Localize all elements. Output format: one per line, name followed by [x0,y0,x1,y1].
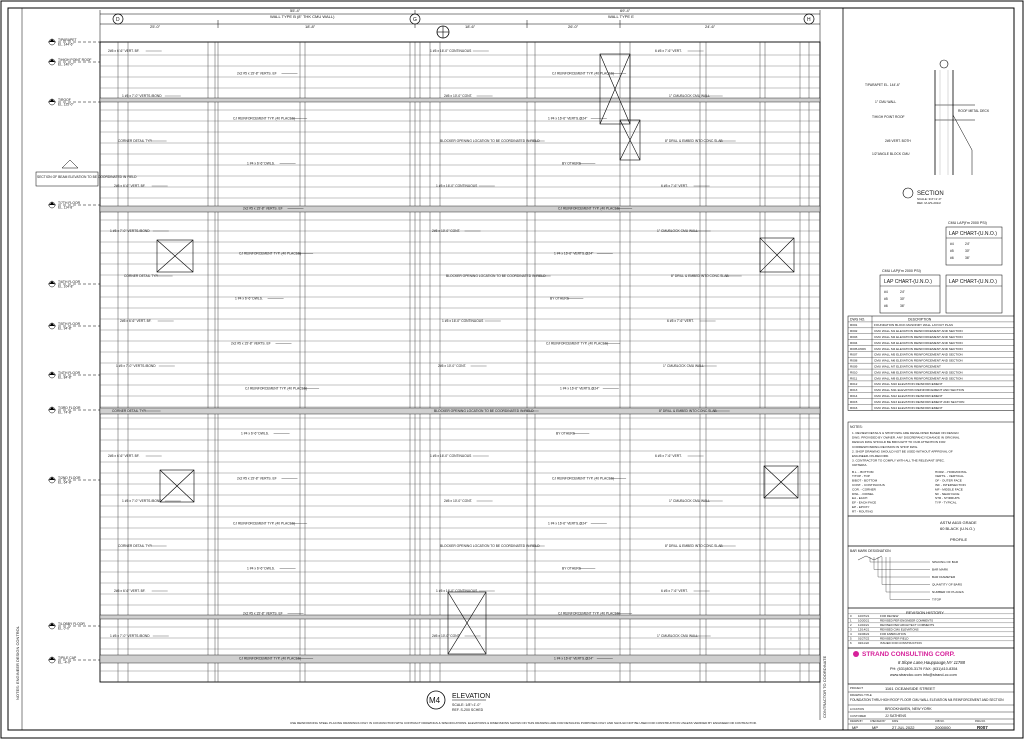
svg-text:PH: (631)805-3179 FAX: (631: PH: (631)805-3179 FAX: (631)410-8354 [890,667,958,671]
wall-type-b-label: WALL TYPE B (8" THK CMU WALL) [270,14,335,19]
note-line: DESIGN DWG SHOULD BE BROUGHT TO OUR ATTENTION FOR [852,440,946,445]
reinf-callout: 1 #4 x 6'-6" DWLS. [241,431,269,436]
svg-text:ROOF METAL DECK: ROOF METAL DECK [958,109,990,113]
bar-mark-legend [848,546,1014,608]
level-name: T/5TH FLOOR [58,322,81,326]
table-cell: CMU WALL M6 ELEVATION REINFORCEMENT AND SECTION [874,358,963,363]
side-label-right [820,640,827,720]
table-cell: R015 [850,399,858,404]
reinf-callout: 1'' CMUBLOCK CMU WALL [657,229,698,233]
table-cell: R007 [850,352,858,357]
reinf-callout: 1 #4 x 16'-6" VERTS.@24" [560,386,600,391]
svg-text:ASTM A615 GRADE: ASTM A615 GRADE [940,520,977,525]
level-elevation: EL. 84'-8" [58,375,72,380]
note-line: 2. SHOP DRAWING SHOULD NOT BE USED WITHOUT APPROVAL OF [852,449,953,454]
reinf-callout: 1 #5 x 16'-0" CONTINUOUS [436,184,478,188]
table-cell: CMU WALL M10 ELEVATION REINFORCEMENT [874,382,943,387]
reinf-callout: CORNER DETAIL TYP. [118,544,153,548]
revision-date: 02/11/22 [858,641,870,645]
reinf-callout: 1 #5 x 16'-0" CONTINUOUS [436,589,478,593]
reinf-callout: 1'' CMUBLOCK CMU WALL [657,634,698,638]
reinf-callout: 2#5 x 6'-6" VERT. BF. [114,184,146,188]
table-cell: CMU WALL M3 ELEVATION REINFORCEMENT AND SECTION [874,340,963,345]
svg-text:CMU LAP(f'm 2000 PSI): CMU LAP(f'm 2000 PSI) [882,269,921,273]
abbreviation: TYP - TYPICAL [935,500,957,505]
reinf-callout: CJ REINFORCEMENT TYP. (40 PLACES) [233,521,296,526]
reinf-callout: BY OTHERS [562,566,581,571]
svg-text:SCALE: 1/8"=1'-0": SCALE: 1/8"=1'-0" [452,703,481,707]
abbreviation: T/TOP - TOP [852,474,870,479]
level-name: T/LOBBY FLOOR [58,622,85,626]
location: BROOKHAVEN, NEW YORK [885,707,932,711]
wall-type-e-label: WALL TYPE E [608,14,634,19]
revision-date: 12/14/21 [858,627,870,632]
note-line: DWG. PROVIDED BY OWNER. ANY DISCREPANCY/CHANGE IN ORIGINAL [852,435,960,440]
abbreviation: CONT. - CONTINUOUS [852,483,885,487]
abbreviation: HORZ. - HORIZONTAL [935,469,968,474]
reinf-callout: 1 #5 x 7'-0" VERTS./BOND [122,499,162,503]
project-name: 1161 OCEANSIDE STREET [885,686,936,691]
table-cell: CMU WALL M5 ELEVATION REINFORCEMENT AND SECTION [874,352,963,357]
reinf-callout: 1 #4 x 6'-6" DWLS. [235,296,263,301]
svg-text:36": 36" [900,304,905,308]
reinf-callout: 1 #4 x 6'-6" DWLS. [247,566,275,571]
reinf-callout: 1 #5 x 16'-0" CONTINUOUS [430,454,472,458]
level-name: T/ROOF [58,98,71,102]
svg-text:SECTION: SECTION [917,191,944,197]
reinf-callout: CJ REINFORCEMENT TYP. (40 PLACES) [552,476,615,481]
column-marker [437,26,449,38]
reinf-callout: CJ REINFORCEMENT TYP. (40 PLACES) [546,341,609,346]
table-cell: R014 [850,394,858,398]
abbreviation: B/BOT - BOTTOM [852,478,878,483]
reinf-callout: 8" DRILL & EMBED INTO CONC.SLAB [659,409,717,413]
reinf-callout: BY OTHERS [562,161,581,166]
table-cell: CMU WALL M9 ELEVATION REINFORCEMENT AND SECTION [874,376,963,381]
dim-e: 24'-6" [705,24,716,29]
table-cell: CMU WALL M11 ELEVATION REINFORCEMENT AND SECTION [874,388,965,393]
level-name: T/HIGH POINT ROOF [58,58,92,62]
svg-text:T/HIGH POINT ROOF: T/HIGH POINT ROOF [872,115,905,119]
svg-text:LAP CHART-(U.N.O.): LAP CHART-(U.N.O.) [884,279,932,285]
svg-text:30": 30" [900,297,905,301]
table-cell: CMU WALL M8 ELEVATION REINFORCEMENT AND SECTION [874,370,963,375]
dim-b: 18'-8" [305,24,316,29]
notes-title: NOTES: [850,425,863,429]
grid-bubble-d [113,14,123,24]
note-line: ENGINEER-ON-RECORD. [852,454,890,458]
reinf-callout: 6 #5 x 7'-6" VERT. [655,49,682,53]
reinf-callout: 1 #5 x 7'-0" VERTS./BOND [110,229,150,233]
level-name: T/PARAPET [58,38,77,42]
grid-bubble-h [804,14,814,24]
dim-d: 26'-0" [568,24,579,29]
overall-left-dim: 55'-4" [290,8,301,13]
revision-no: 0 [850,614,852,618]
section-detail [865,60,990,205]
drawn-by: MP [852,725,858,730]
table-cell: CMU WALL M1 ELEVATION REINFORCEMENT AND SECTION [874,329,963,334]
job-number: 2000000 [935,725,951,730]
dim-a: 25'-0" [150,24,161,29]
svg-text:30": 30" [965,249,970,253]
svg-text:#6: #6 [884,304,888,308]
reinf-callout: CJ REINFORCEMENT TYP. (40 PLACES) [558,206,621,211]
svg-text:2#5 VERT. BOTH: 2#5 VERT. BOTH [885,139,911,143]
wall-elevation [100,42,820,682]
note-line: CORRESPONDING REVISION IN SHOP DWG. [852,444,919,449]
table-cell: R008 [850,358,858,363]
revision-desc: FOR REVIEW [880,614,899,618]
svg-text:#4: #4 [950,242,954,246]
level-name: T/2ND FLOOR [58,476,81,480]
svg-text:M4: M4 [429,696,441,705]
table-header: DWG NO. [850,317,866,322]
table-cell: CMU WALL M4 ELEVATION REINFORCEMENT AND SECTION [874,346,963,351]
drawing-date: 27 JUL 2022 [892,725,915,730]
reinf-callout: 1 #4 x 6'-6" DWLS. [247,161,275,166]
svg-text:1/2"ANGLE BLOCK CMU: 1/2"ANGLE BLOCK CMU [872,152,910,156]
level-elevation: EL. 104'-8" [58,284,74,289]
svg-text:H: H [807,17,811,23]
svg-text:36": 36" [965,256,970,260]
revision-desc: ISSUED FOR CONSTRUCTION [880,641,922,645]
reinf-callout: 2x2 #5 x 15'-8" VERTS. EF [243,611,283,616]
checked-by: MP [872,725,878,730]
table-cell: R001 [850,323,858,328]
legend-item: SPACING OF BAR [932,560,959,565]
note-line: 1. REVIEW DETAILS & SHOP DWG ARE DEVELOPED BASED ON DESIGN [852,431,959,435]
abbreviation: OF - OUTER FACE [935,478,962,483]
revision-no: 2 [850,623,852,627]
grid-bubble-g [410,14,420,24]
reinf-callout: BY OTHERS [550,296,569,301]
dim-c: 18'-6" [465,24,476,29]
reinf-callout: 6 #5 x 7'-6" VERT. [661,589,688,593]
reinf-callout: 1 #5 x 16'-0" CONTINUOUS [442,319,484,323]
reinf-callout: CJ REINFORCEMENT TYP. (40 PLACES) [233,116,296,121]
reinf-callout: 2#5 x 10'-0" CONT. [432,634,461,638]
sheet-number: R007 [977,725,988,730]
reinf-callout: BY OTHERS [556,431,575,436]
reinf-callout: 2x2 #5 x 15'-8" VERTS. EF [231,341,271,346]
svg-text:BAR MARK DESIGNATION: BAR MARK DESIGNATION [850,549,891,553]
reinf-callout: 6 #5 x 7'-6" VERT. [667,319,694,323]
revision-no: 1 [850,618,852,623]
lap-chart-1 [946,221,1002,265]
abbreviation: COR. - CORNER [852,487,876,492]
level-name: T/7TH FLOOR [58,201,81,205]
reinf-callout: 2#5 x 6'-6" VERT. BF. [120,319,152,323]
note-line: CRITERIA. [852,463,868,468]
reinf-callout: 1 #5 x 16'-0" CONTINUOUS [430,49,472,53]
level-elevation: EL. 74'-8" [58,410,72,415]
svg-text:NOTES: ENGINEER DESIGN CONTROL: NOTES: ENGINEER DESIGN CONTROL [15,625,20,700]
firm-name: STRAND CONSULTING CORP. [862,651,955,658]
table-cell: CMU WALL M12 ELEVATION REINFORCEMENT [874,394,943,398]
level-elevation: EL. 114'-8" [58,205,74,210]
revision-desc: REVISED PER ENGINEER COMMENTS [880,618,934,623]
revision-no: 4 [850,632,852,636]
reinf-callout: CJ REINFORCEMENT TYP. (40 PLACES) [558,611,621,616]
sheet-label: DWG NO. [975,720,986,723]
abbreviation: RT - ROUTING [852,509,874,514]
reinf-callout: 1'' CMUBLOCK CMU WALL [663,364,704,368]
reinf-callout: BLOCKER OPENING LOCATION TO BE COORDINATED IN FIELD [440,139,540,143]
abbreviation: EF - EACH FACE [852,500,877,505]
level-markers [48,38,100,665]
revision-history [848,608,1014,648]
drawing-list-table [848,316,1014,410]
reinf-callout: 8" DRILL & EMBED INTO CONC.SLAB [671,274,729,278]
table-cell: FOUNDATION BLOCK MASONRY WALL LAYOUT PLAN [874,323,953,328]
level-elevation: EL. 144'-6" [58,42,74,47]
reinf-callout: CORNER DETAIL TYP. [124,274,159,278]
legend-item: T/TOP [932,597,942,602]
table-cell: CMU WALL M2 ELEVATION REINFORCEMENT AND SECTION [874,335,963,339]
level-elevation: EL. 64'-8" [58,480,72,485]
table-cell: CMU WALL M7 ELEVATION REINFORCEMENT [874,364,941,369]
abbreviation: B.L. - BOTTOM [852,469,874,474]
svg-text:#4: #4 [884,290,888,294]
reinf-callout: 1 #4 x 16'-6" VERTS.@24" [554,251,594,256]
reinf-callout: 2#5 x 6'-6" VERT. BF. [108,454,140,458]
svg-text:CONTRACTOR TO COORDINATE: CONTRACTOR TO COORDINATE [822,655,827,718]
level-elevation: EL. 94'-8" [58,326,72,331]
svg-text:REVISION HISTORY: REVISION HISTORY [906,610,944,615]
drawing-title-label: DRAWING TITLE [850,693,872,697]
reinf-callout: BLOCKER OPENING LOCATION TO BE COORDINATED IN FIELD [446,274,546,278]
abbreviation: STR - STIRRUPS [935,496,960,501]
svg-text:T/PARAPET EL. 144'-6": T/PARAPET EL. 144'-6" [865,83,901,87]
svg-text:ELEVATION: ELEVATION [452,693,491,700]
svg-text:24": 24" [965,242,970,246]
reinf-callout: 1 #4 x 16'-6" VERTS.@24" [554,656,594,661]
checked-label: CHECKED BY [870,720,886,723]
svg-text:REF. S-200 SCHED: REF. S-200 SCHED [452,708,484,712]
reinf-callout: 6 #5 x 7'-6" VERT. [655,454,682,458]
job-label: JOB NO. [935,720,945,723]
level-elevation: EL. 0'-0" [58,626,71,631]
table-cell: R003 [850,335,858,339]
svg-text:SECTION OF BEAM ELEVATION TO B: SECTION OF BEAM ELEVATION TO BE COORDINATED IN FIELD [37,175,137,179]
customer-label: CUSTOMER [850,714,866,718]
reinf-callout: 2x2 #5 x 15'-8" VERTS. EF [237,71,277,76]
abbreviation: NF - NEAR FACE [935,491,960,496]
revision-desc: REVISED PER FIELD [880,636,909,641]
firm-block [848,648,1014,684]
abbreviation: MF - MIDDLE FACE [935,487,963,492]
reinf-callout: BLOCKER OPENING LOCATION TO BE COORDINATED IN FIELD [434,409,534,413]
project-label: PROJECT [850,686,864,690]
drawing-title: FOUNDATION THRU HIGH ROOF FLOOR CMU WALL ELEVATION M4 REINFORCEMENT AND SECTION [850,698,1004,702]
level-elevation: EL. 125'-0" [58,102,74,107]
svg-text:8 Slope Lane,Hauppauge,NY 1178: 8 Slope Lane,Hauppauge,NY 11788 [898,660,965,665]
reinf-callout: 1 #5 x 7'-0" VERTS./BOND [116,364,156,368]
table-cell: R002 [850,329,858,334]
revision-date: 01/27/22 [858,636,870,641]
revision-desc: FOR FABRICATION [880,632,906,636]
reinf-callout: 2#5 x 10'-0" CONT. [438,364,467,368]
reinf-callout: CJ REINFORCEMENT TYP. (40 PLACES) [239,656,302,661]
legend-item: BAR DIAMETER [932,575,956,580]
reinf-callout: CJ REINFORCEMENT TYP. (40 PLACES) [239,251,302,256]
table-cell: R011 [850,376,858,381]
reinf-callout: CJ REINFORCEMENT TYP. (40 PLACES) [552,71,615,76]
revision-no: 5 [850,636,852,641]
reinf-callout: 2#5 x 6'-6" VERT. BF. [114,589,146,593]
table-header: DESCRIPTION [908,317,932,322]
date-label: DATE [892,720,899,723]
svg-text:24": 24" [900,290,905,294]
astm-box [848,516,1014,546]
reinf-callout: BLOCKER OPENING LOCATION TO BE COORDINATED IN FIELD [440,544,540,548]
revision-no: 3 [850,627,852,632]
level-elevation: EL. -4'-0" [58,660,72,665]
table-cell: R009 [850,364,858,369]
reinf-callout: CORNER DETAIL TYP. [112,409,147,413]
revision-date: 10/07/21 [858,614,870,618]
reinf-callout: 1'' CMUBLOCK CMU WALL [669,499,710,503]
revision-date: 10/20/21 [858,618,870,623]
reinf-callout: 2#5 x 10'-0" CONT. [444,499,473,503]
svg-text:www.strandcc.com Info@strand: www.strandcc.com Info@strand-cc.com [890,673,957,677]
reinf-callout: 2#5 x 6'-6" VERT. BF. [108,49,140,53]
svg-text:60 BLACK (U.N.O.): 60 BLACK (U.N.O.) [940,526,975,531]
reinf-callout: CJ REINFORCEMENT TYP. (40 PLACES) [245,386,308,391]
level-name: T/3RD FLOOR [58,406,81,410]
svg-text:#5: #5 [884,297,888,301]
revision-date: 01/06/22 [858,632,870,636]
revision-date: 11/04/21 [858,623,870,627]
legend-item: NUMBER OF PLACES [932,590,964,595]
revision-desc: REVISED CMU ELEVATIONS [880,627,919,632]
reinf-callout: 2x2 #5 x 15'-8" VERTS. EF [243,206,283,211]
drawn-label: DRAWN BY [850,720,863,723]
svg-text:1" CMU WALL: 1" CMU WALL [875,100,897,104]
bottom-note: USE REINFORCING STEEL PLACING DRAWINGS ONLY IN CONJUNCTION WITH CONTRACT DRAWINGS & SPECIFICATIONS. ELEVATIONS & DIMENSIONS SHOWN ON THIS DRAWING ARE FOR DETAILING PURPOSES ONLY AND SHOULD NOT BE USED FOR CONSTRUCTION UNLESS VERIFIED BY ENGINEER OR CONTRACTOR. [290,721,757,725]
legend-item: QUANTITY OF BARS [932,582,963,587]
svg-text:CMU LAP(f'm 2000 PSI): CMU LAP(f'm 2000 PSI) [948,221,987,225]
abbreviation: EA - EACH [852,496,868,501]
table-cell: R010 [850,370,858,375]
reinf-callout: 6 #5 x 7'-6" VERT. [661,184,688,188]
table-cell: R016 [850,405,858,410]
table-cell: R013 [850,388,858,393]
side-label [15,625,20,700]
revision-desc: REVISED PER ARCHITECT COMMENTS [880,623,935,627]
svg-text:REF. M-4/S-201/2: REF. M-4/S-201/2 [917,201,941,205]
customer: JJ SATHENS [885,714,907,718]
svg-text:SCALE: 3/4"=1'-0": SCALE: 3/4"=1'-0" [917,197,942,201]
table-cell: R012 [850,382,858,387]
table-cell: CMU WALL M13 ELEVATION REINFORCEMENT AND SECTION [874,399,965,404]
svg-text:D: D [116,17,120,23]
svg-text:#6: #6 [950,256,954,260]
reinf-callout: 2#5 x 10'-0" CONT. [432,229,461,233]
reinf-callout: CORNER DETAIL TYP. [118,139,153,143]
reinf-callout: 1 #5 x 7'-0" VERTS./BOND [122,94,162,98]
svg-text:G: G [413,17,417,23]
svg-text:PROFILE: PROFILE [950,537,968,542]
abbreviation: INF - INTERSECTION [935,483,966,487]
level-elevation: EL. 140'-0" [58,62,74,67]
svg-text:LAP CHART-(U.N.O.): LAP CHART-(U.N.O.) [949,279,997,285]
abbreviation: DWL. - DOWEL [852,491,874,496]
legend-item: BAR MARK [932,567,949,572]
reinf-callout: 1'' CMUBLOCK CMU WALL [669,94,710,98]
lap-chart-3 [946,275,1002,313]
location-label: LOCATION [850,707,865,711]
note-line: 3. CONTRACTOR TO COMPLY WITH ALL THE RELEVANT SPEC. [852,458,945,463]
level-name: T/6TH FLOOR [58,280,81,284]
level-name: T/PILE CAP [58,656,77,660]
notes-block [848,422,1014,516]
reinf-callout: 1 #5 x 7'-0" VERTS./BOND [110,634,150,638]
svg-text:#5: #5 [950,249,954,253]
reinf-callout: 2x2 #5 x 15'-8" VERTS. EF [237,476,277,481]
reinf-callout: 1 #4 x 16'-6" VERTS.@24" [548,521,588,526]
level-name: T/4TH FLOOR [58,371,81,375]
overall-right-dim: 69'-4" [620,8,631,13]
elevation-title [427,691,490,712]
reinf-callout: 8" DRILL & EMBED INTO CONC.SLAB [665,544,723,548]
table-cell: R005-R006 [850,346,866,351]
abbreviation: EP - EPOXY [852,505,870,509]
abbreviation: VERTS. - VERTICAL [935,474,964,479]
svg-text:LAP CHART-(U.N.O.): LAP CHART-(U.N.O.) [949,231,997,237]
revision-no: 6 [850,641,852,645]
reinf-callout: 1 #4 x 16'-6" VERTS.@24" [548,116,588,121]
table-cell: CMU WALL M14 ELEVATION REINFORCEMENT [874,405,943,410]
lap-chart-2 [880,269,940,313]
table-cell: R004 [850,340,858,345]
reinf-callout: 2#5 x 10'-0" CONT. [444,94,473,98]
outer-border [1,1,1023,738]
left-note [36,160,137,186]
reinf-callout: 8" DRILL & EMBED INTO CONC.SLAB [665,139,723,143]
